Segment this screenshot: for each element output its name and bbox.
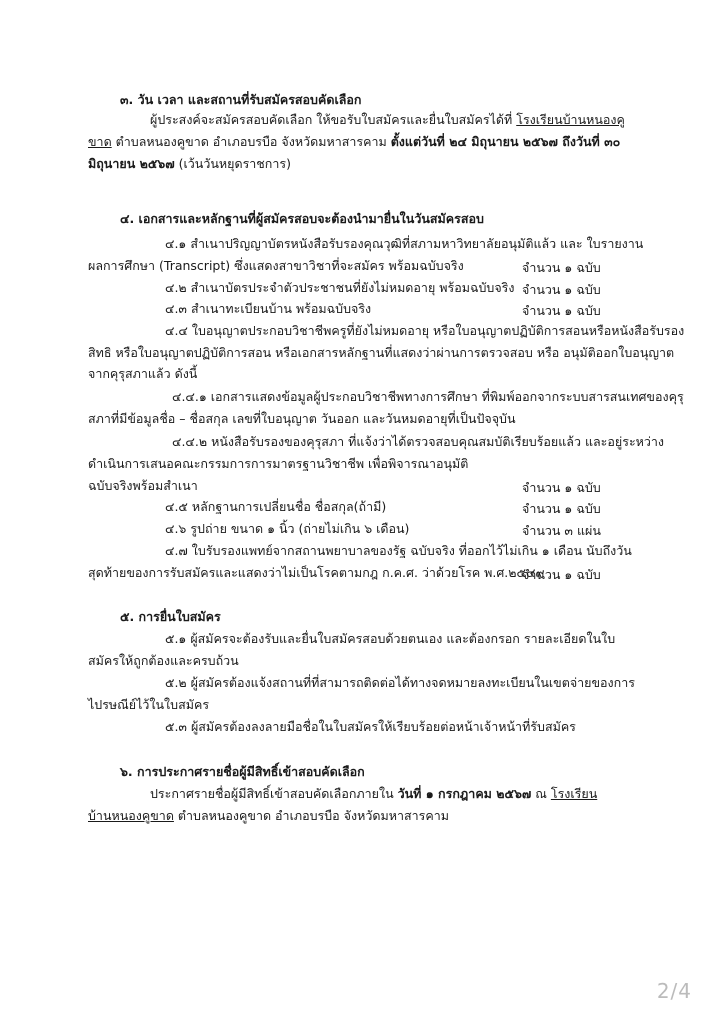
item-4-4-line-1: ๔.๔ ใบอนุญาตประกอบวิชาชีพครูที่ยังไม่หมดอายุ หรือใบอนุญาตปฏิบัติการสอนหรือหนังสือรับรอง [165,323,685,338]
page-indicator: 2/4 [656,979,692,1003]
item-5-3: ๕.๓ ผู้สมัครต้องลงลายมือชื่อในใบสมัครให้เรียบร้อยต่อหน้าเจ้าหน้าที่รับสมัคร [165,719,576,734]
item-4-5-amount: จำนวน ๑ ฉบับ [522,501,601,516]
item-4-4-2-amount: จำนวน ๑ ฉบับ [522,480,601,495]
item-4-4-2-line-3: ฉบับจริงพร้อมสำเนา [88,478,198,493]
item-4-2: ๔.๒ สำเนาบัตรประจำตัวประชาชนที่ยังไม่หมดอายุ พร้อมฉบับจริง [165,280,515,295]
item-4-2-amount: จำนวน ๑ ฉบับ [522,282,601,297]
item-4-7-amount: จำนวน ๑ ฉบับ [522,567,601,582]
item-4-1-line-2: ผลการศึกษา (Transcript) ซึ่งแสดงสาขาวิชาที่จะสมัคร พร้อมฉบับจริง [88,258,464,273]
item-4-6: ๔.๖ รูปถ่าย ขนาด ๑ นิ้ว (ถ่ายไม่เกิน ๖ เดือน) [165,521,410,536]
section-6-line-2: บ้านหนองคูขาด ตำบลหนองคูขาด อำเภอบรบือ จังหวัดมหาสารคาม [88,808,449,823]
item-4-5: ๔.๕ หลักฐานการเปลี่ยนชื่อ ชื่อสกุล(ถ้ามี) [165,499,387,514]
item-5-1-line-2: สมัครให้ถูกต้องและครบถ้วน [88,653,239,668]
item-5-1-line-1: ๕.๑ ผู้สมัครจะต้องรับและยื่นใบสมัครสอบด้วยตนเอง และต้องกรอก รายละเอียดในใบ [165,631,616,646]
item-5-2-line-1: ๕.๒ ผู้สมัครต้องแจ้งสถานที่ที่สามารถติดต่อได้ทางจดหมายลงทะเบียนในเขตจ่ายของการ [165,675,635,690]
item-4-4-1-line-2: สภาที่มีข้อมูลชื่อ – ชื่อสกุล เลขที่ใบอนุญาต วันออก และวันหมดอายุที่เป็นปัจจุบัน [88,411,516,426]
section-3-heading: ๓. วัน เวลา และสถานที่รับสมัครสอบคัดเลือก [120,92,362,107]
school-name-link: โรงเรียนบ้านหนองคู [516,112,625,127]
section-4-heading: ๔. เอกสารและหลักฐานที่ผู้สมัครสอบจะต้องนำมายื่นในวันสมัครสอบ [120,211,484,226]
item-4-3-amount: จำนวน ๑ ฉบับ [522,303,601,318]
item-4-7-line-1: ๔.๗ ใบรับรองแพทย์จากสถานพยาบาลของรัฐ ฉบับจริง ที่ออกไว้ไม่เกิน ๑ เดือน นับถึงวัน [165,543,632,558]
section-5-heading: ๕. การยื่นใบสมัคร [120,609,221,624]
item-5-2-line-2: ไปรษณีย์ไว้ในใบสมัคร [88,697,210,712]
item-4-7-line-2: สุดท้ายของการรับสมัครและแสดงว่าไม่เป็นโรคตามกฎ ก.ค.ศ. ว่าด้วยโรค พ.ศ.๒๕๔๙ [88,565,545,580]
item-4-3: ๔.๓ สำเนาทะเบียนบ้าน พร้อมฉบับจริง [165,301,372,316]
item-4-6-amount: จำนวน ๓ แผ่น [522,523,601,538]
section-6-heading: ๖. การประกาศรายชื่อผู้มีสิทธิ์เข้าสอบคัดเลือก [120,764,365,779]
item-4-4-line-3: จากคุรุสภาแล้ว ดังนี้ [88,366,198,381]
section-3-line-3: มิถุนายน ๒๕๖๗ (เว้นวันหยุดราชการ) [88,156,291,171]
item-4-4-2-line-1: ๔.๔.๒ หนังสือรับรองของคุรุสภา ที่แจ้งว่าได้ตรวจสอบคุณสมบัติเรียบร้อยแล้ว และอยู่ระหว่าง [172,434,665,449]
section-6-line-1: ประกาศรายชื่อผู้มีสิทธิ์เข้าสอบคัดเลือกภายใน วันที่ ๑ กรกฎาคม ๒๕๖๗ ณ โรงเรียน [150,786,598,801]
item-4-1-line-1: ๔.๑ สำเนาปริญญาบัตรหนังสือรับรองคุณวุฒิที่สภามหาวิทยาลัยอนุมัติแล้ว และ ใบรายงาน [165,236,644,251]
item-4-4-2-line-2: ดำเนินการเสนอคณะกรรมการการมาตรฐานวิชาชีพ เพื่อพิจารณาอนุมัติ [88,456,469,471]
item-4-4-1-line-1: ๔.๔.๑ เอกสารแสดงข้อมูลผู้ประกอบวิชาชีพทางการศึกษา ที่พิมพ์ออกจากระบบสารสนเทศของคุรุ [172,389,684,404]
section-3-line-1: ผู้ประสงค์จะสมัครสอบคัดเลือก ให้ขอรับใบสมัครและยื่นใบสมัครได้ที่ โรงเรียนบ้านหนองคู [150,112,625,127]
item-4-4-line-2: สิทธิ หรือใบอนุญาตปฏิบัติการสอน หรือเอกสารหลักฐานที่แสดงว่าผ่านการตรวจสอบ หรือ อนุมัติออกใบอนุญาต [88,345,675,360]
section-3-line-2: ขาด ตำบลหนองคูขาด อำเภอบรบือ จังหวัดมหาสารคาม ตั้งแต่วันที่ ๒๔ มิถุนายน ๒๕๖๗ ถึงวันที่ ๓๐ [88,134,621,149]
item-4-1-amount: จำนวน ๑ ฉบับ [522,260,601,275]
